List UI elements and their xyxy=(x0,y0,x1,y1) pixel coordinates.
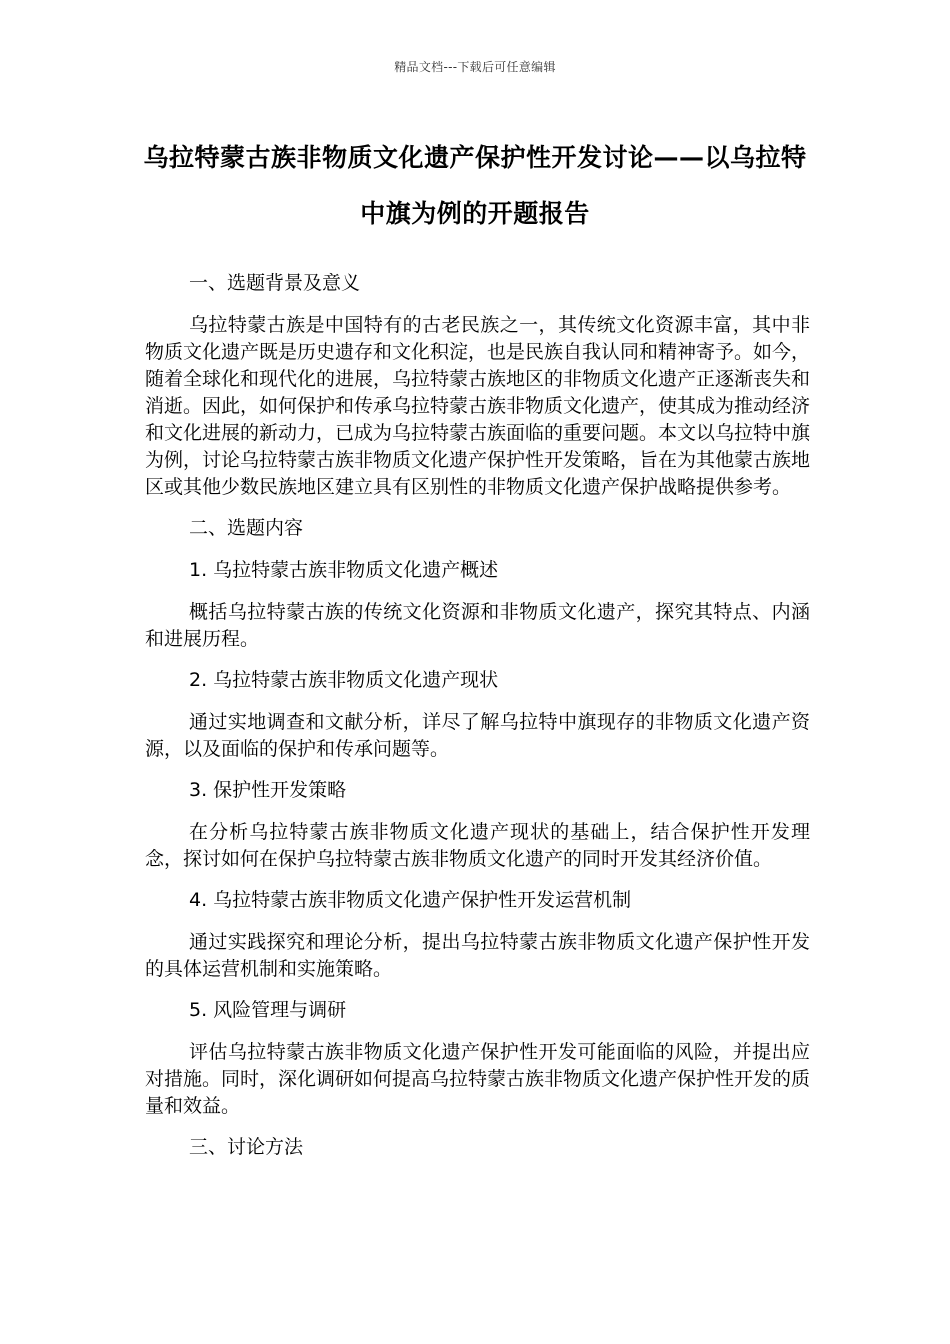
item-heading-risk: 5. 风险管理与调研 xyxy=(189,999,347,1021)
item-heading-overview: 1. 乌拉特蒙古族非物质文化遗产概述 xyxy=(189,559,499,581)
item-heading-strategy: 3. 保护性开发策略 xyxy=(189,779,347,801)
header-note: 精品文档---下载后可任意编辑 xyxy=(394,60,556,74)
paragraph-background: 乌拉特蒙古族是中国特有的古老民族之一，其传统文化资源丰富，其中非物质文化遗产既是历史遗存和文化积淀，也是民族自我认同和精神寄予。如今，随着全球化和现代化的进展，乌拉特蒙古族地区的非物质文化遗产正逐渐丧失和消逝。因此，如何保护和传承乌拉特蒙古族非物质文化遗产，使其成为推动经济和文化进展的新动力，已成为乌拉特蒙古族面临的重要问题。本文以乌拉特中旗为例，讨论乌拉特蒙古族非物质文化遗产保护性开发策略，旨在为其他蒙古族地区或其他少数民族地区建立具有区别性的非物质文化遗产保护战略提供参考。 xyxy=(145,314,811,498)
paragraph-overview: 概括乌拉特蒙古族的传统文化资源和非物质文化遗产，探究其特点、内涵和进展历程。 xyxy=(145,601,810,650)
item-heading-mechanism: 4. 乌拉特蒙古族非物质文化遗产保护性开发运营机制 xyxy=(189,889,632,911)
item-heading-status: 2. 乌拉特蒙古族非物质文化遗产现状 xyxy=(189,669,499,691)
paragraph-mechanism: 通过实践探究和理论分析，提出乌拉特蒙古族非物质文化遗产保护性开发的具体运营机制和实施策略。 xyxy=(145,931,810,980)
document-body xyxy=(145,270,810,1176)
paragraph-risk: 评估乌拉特蒙古族非物质文化遗产保护性开发可能面临的风险，并提出应对措施。同时，深化调研如何提高乌拉特蒙古族非物质文化遗产保护性开发的质量和效益。 xyxy=(145,1041,811,1117)
document-title: 乌拉特蒙古族非物质文化遗产保护性开发讨论——以乌拉特中旗为例的开题报告 xyxy=(143,143,807,228)
section-heading-methods: 三、讨论方法 xyxy=(189,1136,304,1158)
section-heading-content: 二、选题内容 xyxy=(189,517,304,539)
paragraph-status: 通过实地调查和文献分析，详尽了解乌拉特中旗现存的非物质文化遗产资源，以及面临的保护和传承问题等。 xyxy=(145,711,810,760)
section-heading-background: 一、选题背景及意义 xyxy=(189,272,361,294)
paragraph-strategy: 在分析乌拉特蒙古族非物质文化遗产现状的基础上，结合保护性开发理念，探讨如何在保护乌拉特蒙古族非物质文化遗产的同时开发其经济价值。 xyxy=(145,821,810,870)
